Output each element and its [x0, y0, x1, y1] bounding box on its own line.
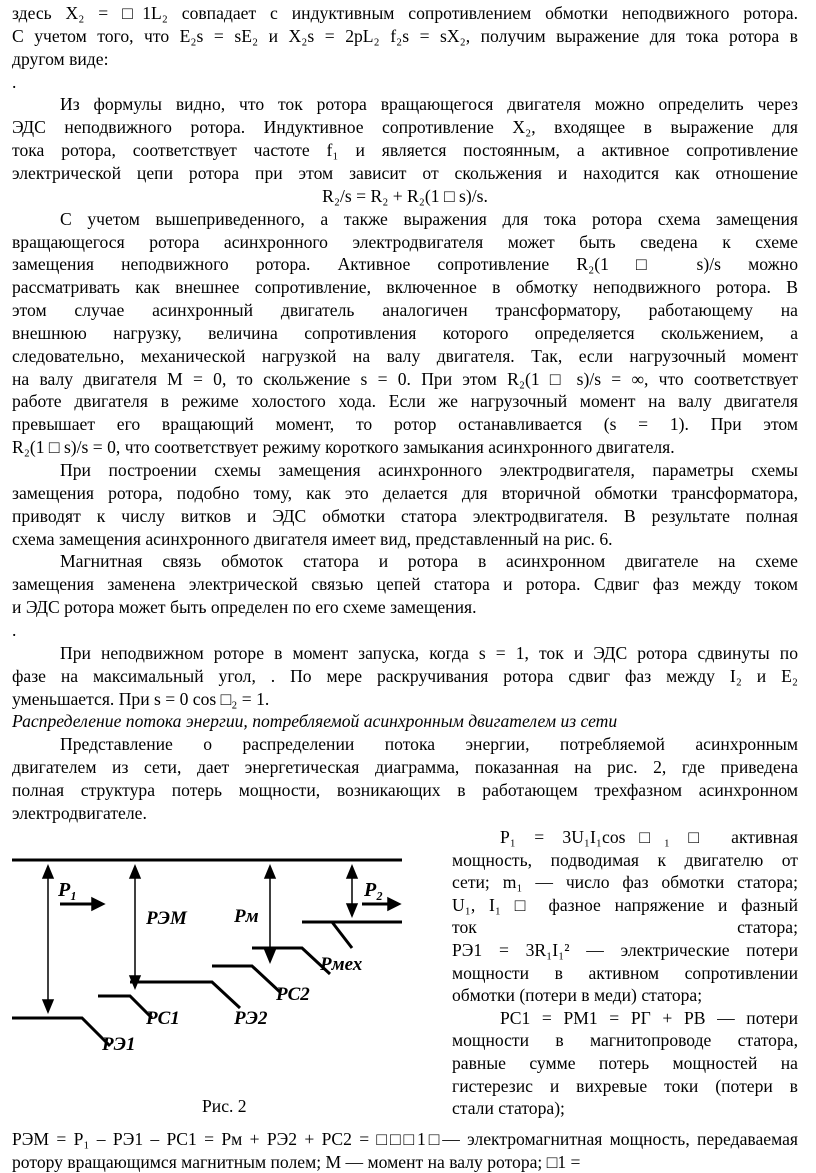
label-pem: PЭМ [146, 908, 187, 929]
text-line: R₂/s = R₂ + R₂(1 □ s)/s. [322, 185, 488, 206]
text-line: P₁ = 3U₁I₁cos□₁ □ активная [500, 827, 798, 847]
text-line: Магнитная связь обмоток статора и ротора в асинхронном двигателе на схеме [60, 551, 798, 572]
text-line: При построении схемы замещения асинхронного электродвигателя, параметры схемы [60, 460, 798, 480]
label-p2: P₂ [364, 879, 384, 901]
text-line: работе двигателя в режиме холостого хода. Если же нагрузочный момент на валу двигателя [12, 391, 798, 412]
text-line: уменьшается. При s = 0 cos □₂ = 1. [12, 688, 270, 709]
label-p1: P₁ [58, 879, 78, 901]
text-line: равные сумме потерь мощностей на [452, 1053, 798, 1073]
text-line: ротору вращающимся магнитным полем; M — момент на валу ротора; □1 = [12, 1151, 581, 1172]
text-line: двигателем из сети, дает энергетическая диаграмма, показанная на рис. 2, где приведена [12, 757, 798, 778]
text-line: этом случае асинхронный двигатель аналогичен трансформатору, работающему на [12, 300, 798, 321]
text-line: . [12, 71, 17, 92]
text-line: схема замещения асинхронного двигателя имеет вид, представленный на рис. 6. [12, 528, 613, 549]
text-line: сети; m₁ — число фаз обмотки статора; [452, 872, 798, 893]
text-line: гистерезис и вихревые токи (потери в [452, 1075, 798, 1096]
text-line: ток статора; [452, 917, 798, 938]
text-line: полная структура потерь мощности, возникающих в работающем трехфазном асинхронном [12, 779, 798, 800]
text-line: замещения неподвижного ротора. Активное сопротивление R₂(1 □ s)/s можно [12, 254, 798, 275]
text-line: следовательно, механической нагрузкой на валу двигателя. Так, если нагрузочный момент [12, 345, 798, 366]
label-pmeh: Pмех [320, 954, 363, 975]
diagram-step-3 [130, 982, 240, 1008]
text-line: PC1 = PM1 = PГ + PВ — потери [500, 1007, 798, 1028]
text-line: приводят к числу витков и ЭДС обмотки статора электродвигателя. В результате полная [12, 505, 798, 526]
text-line: мощность, подводимая к двигателю от [452, 849, 798, 870]
text-line: С учетом вышеприведенного, а также выражения для тока ротора схема замещения [60, 208, 798, 229]
diagram-step-2 [98, 996, 152, 1018]
text-line: ЭДС неподвижного ротора. Индуктивное сопротивление X₂, входящее в выражение для [12, 117, 798, 138]
text-line: При неподвижном роторе в момент запуска, когда s = 1, ток и ЭДС ротора сдвинуты по [60, 642, 798, 663]
text-line: тока ротора, соответствует частоте f₁ и является постоянным, а активное сопротивление [12, 140, 798, 161]
label-pe2: PЭ2 [234, 1008, 268, 1029]
diagram-step-6-out [332, 922, 352, 948]
text-line: на валу двигателя M = 0, то скольжение s = 0. При этом R₂(1 □ s)/s = ∞, что соответствует [12, 368, 798, 389]
text-line: внешнюю нагрузку, величина сопротивления которого определяется скольжением, а [12, 322, 798, 343]
text-line: электрической цепи ротора при этом зависит от скольжения и находится как отношение [12, 162, 798, 183]
text-line: U₁, I₁ □ фазное напряжение и фазный [452, 894, 798, 915]
text-line: электродвигателе. [12, 802, 147, 823]
label-pm: Pм [234, 906, 259, 927]
text-line: рассматривать как внешнее сопротивление, включенное в обмотку неподвижного ротора. В [12, 277, 798, 298]
text-line: замещения заменена электрической связью цепей статора и ротора. Сдвиг фаз между током [12, 574, 798, 595]
text-line: Представление о распределении потока энергии, потребляемой асинхронным [60, 734, 798, 755]
text-line: мощности в магнитопроводе статора, [452, 1030, 798, 1051]
label-pc2: PC2 [276, 984, 310, 1005]
text-line: вращающегося ротора асинхронного электродвигателя может быть сведена к схеме [12, 231, 798, 252]
text-line: стали статора); [452, 1098, 565, 1119]
diagram-step-4 [212, 966, 280, 992]
label-pe1: PЭ1 [102, 1034, 136, 1055]
figure-caption: Рис. 2 [202, 1096, 247, 1116]
text-line: превышает его вращающий момент, то ротор останавливается (s = 1). При этом [12, 414, 798, 435]
label-pc1: PC1 [146, 1008, 180, 1029]
text-line: другом виде: [12, 48, 109, 69]
diagram-step-1 [12, 1018, 110, 1046]
text-line: и ЭДС ротора может быть определен по его схеме замещения. [12, 597, 477, 618]
text-line: R₂(1 □ s)/s = 0, что соответствует режиму короткого замыкания асинхронного двигателя. [12, 437, 675, 458]
text-line: замещения ротора, подобно тому, как это делается для вторичной обмотки трансформатора, [12, 482, 798, 503]
text-line: здесь X₂ = □1L₂ совпадает с индуктивным сопротивлением обмотки неподвижного ротора. [12, 3, 798, 23]
text-line: С учетом того, что E₂s = sE₂ и X₂s = 2pL₂ f₂s = sX₂, получим выражение для тока ротора в [12, 25, 798, 46]
text-line: мощности в активном сопротивлении [452, 962, 798, 983]
energy-diagram [12, 848, 432, 1098]
text-line: Распределение потока энергии, потребляемой асинхронным двигателем из сети [12, 711, 618, 732]
diagram-step-5 [252, 948, 330, 974]
text-line: Из формулы видно, что ток ротора вращающегося двигателя можно определить через [60, 94, 798, 115]
text-line: . [12, 619, 17, 640]
text-line: PЭМ = P₁ – PЭ1 – PC1 = Pм + PЭ2 + PC2 = □□□1□— электромагнитная мощность, передаваемая [12, 1129, 798, 1149]
text-line: обмотки (потери в меди) статора; [452, 985, 703, 1006]
text-line: фазе на максимальный угол, . По мере раскручивания ротора сдвиг фаз между I₂ и E₂ [12, 665, 798, 686]
text-line: PЭ1 = 3R₁I₁² — электрические потери [452, 940, 798, 960]
